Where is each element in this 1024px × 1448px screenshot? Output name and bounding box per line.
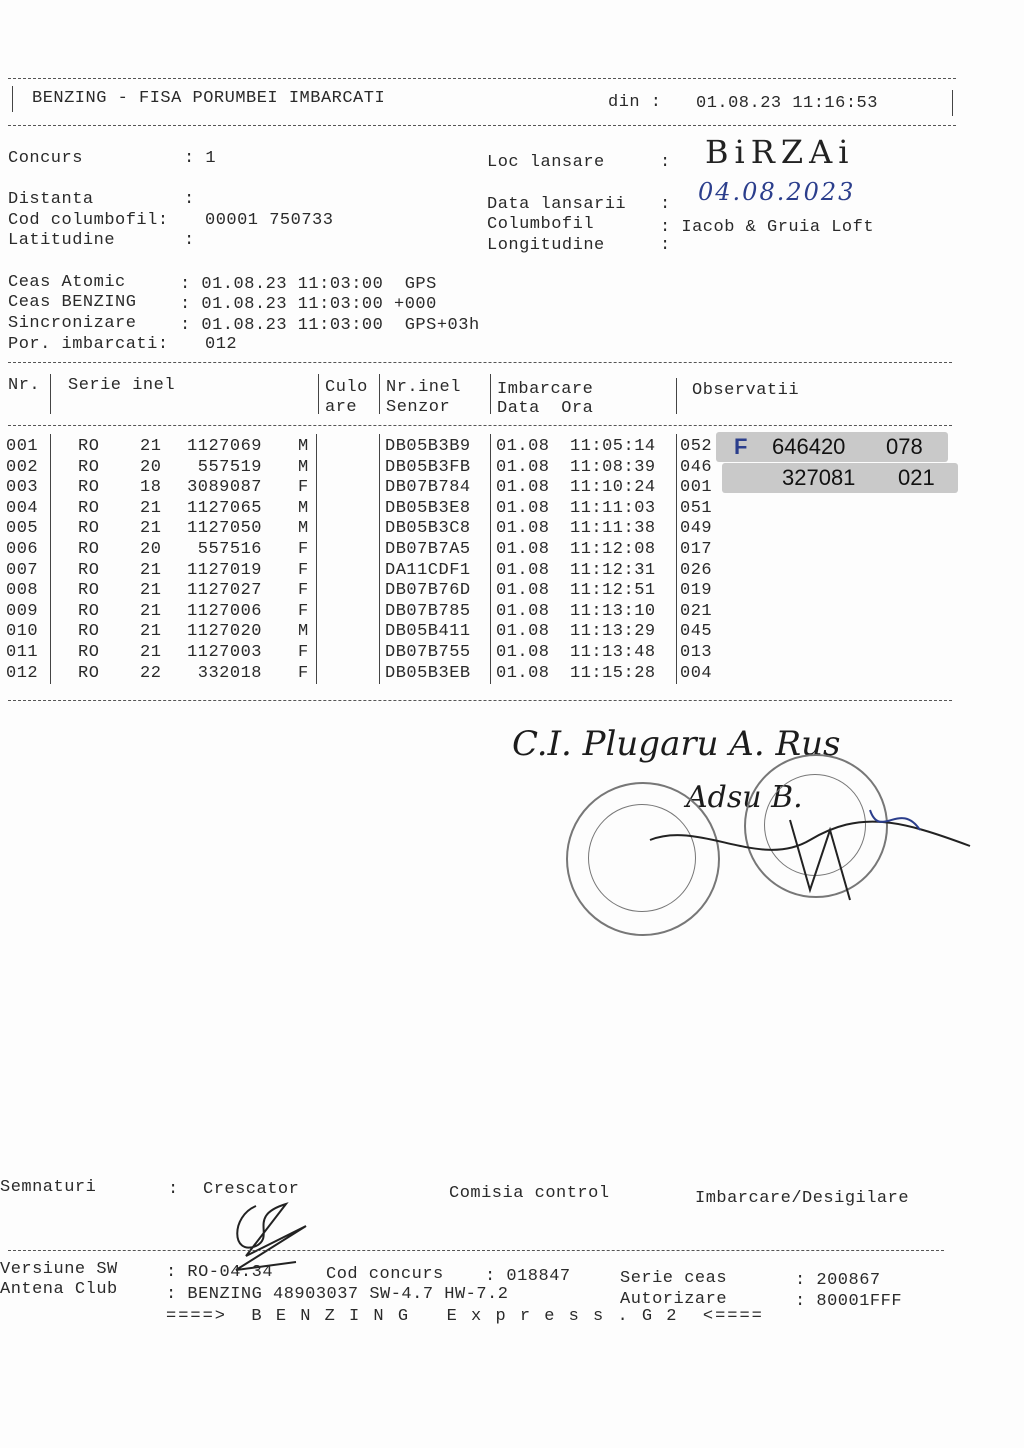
sticker-2-number: 327081: [782, 465, 856, 490]
row-nr: 010: [6, 622, 39, 642]
col-header-nrinel-1: Nr.inel: [386, 378, 461, 397]
row-country: RO: [78, 437, 100, 456]
row-sensor: DB07B784: [385, 478, 471, 498]
row-country: RO: [78, 478, 100, 498]
row-observation: 045: [680, 622, 713, 642]
row-sensor: DB05B411: [385, 622, 471, 642]
row-year: 21: [140, 643, 162, 662]
row-year: 20: [140, 540, 162, 559]
longitudine-label: Longitudine: [487, 236, 605, 255]
row-observation: 013: [680, 643, 713, 662]
row-year: 21: [140, 622, 162, 642]
ceas-atomic-label: Ceas Atomic: [8, 273, 126, 292]
table-row: [0, 581, 1024, 602]
row-sensor: DB07B755: [385, 643, 471, 662]
row-ring-number: 1127003: [187, 643, 262, 662]
row-time: 11:11:03: [570, 498, 656, 518]
table-row: [0, 664, 1024, 685]
ring-sticker-2: [722, 463, 958, 493]
col-header-nrinel-2: Senzor: [386, 398, 451, 417]
row-year: 21: [140, 601, 162, 621]
row-observation: 052: [680, 437, 713, 456]
row-ring-number: 1127050: [187, 519, 262, 539]
row-sensor: DB05B3E8: [385, 498, 471, 518]
row-sensor: DB05B3C8: [385, 519, 471, 539]
row-time: 11:12:08: [570, 540, 656, 559]
table-top-rule: [8, 362, 952, 363]
row-date: 01.08: [496, 622, 550, 642]
sticker-1-suffix: 078: [886, 434, 923, 459]
sticker-1-number: 646420: [772, 434, 846, 459]
distanta-label: Distanta: [8, 190, 94, 209]
table-bottom-rule: [8, 700, 952, 701]
row-date: 01.08: [496, 643, 550, 662]
row-country: RO: [78, 519, 100, 539]
antena-club-value: : BENZING 48903037 SW-4.7 HW-7.2: [166, 1285, 509, 1304]
col-header-serie: Serie inel: [68, 376, 176, 395]
header-right-bar: [952, 90, 953, 116]
sticker-1-prefix: F: [734, 434, 748, 459]
row-year: 21: [140, 560, 162, 580]
latitudine-label: Latitudine: [8, 231, 116, 250]
row-time: 11:15:28: [570, 663, 656, 683]
row-sex: F: [298, 643, 309, 662]
row-sex: F: [298, 663, 309, 683]
comisia-control-label: Comisia control: [449, 1184, 610, 1203]
table-row: [0, 622, 1024, 643]
commission-signature-line2: Adsu B.: [686, 780, 803, 815]
col-header-culoare-2: are: [325, 398, 358, 417]
table-header-rule: [8, 425, 952, 426]
row-sensor: DB05B3EB: [385, 663, 471, 683]
row-date: 01.08: [496, 457, 550, 477]
row-country: RO: [78, 663, 100, 683]
row-nr: 006: [6, 540, 39, 559]
header-left-bar: [12, 86, 13, 112]
row-time: 11:12:51: [570, 581, 656, 601]
serie-ceas-value: : 200867: [795, 1271, 881, 1290]
row-date: 01.08: [496, 601, 550, 621]
col-header-culoare-1: Culo: [325, 378, 368, 397]
document-title: BENZING - FISA PORUMBEI IMBARCATI: [32, 89, 386, 108]
din-timestamp: 01.08.23 11:16:53: [696, 94, 878, 113]
row-ring-number: 557516: [197, 540, 262, 559]
crescator-label: Crescator: [203, 1180, 300, 1199]
row-year: 21: [140, 437, 162, 456]
ceas-atomic-value: : 01.08.23 11:03:00 GPS: [180, 275, 437, 294]
cod-concurs-value: : 018847: [485, 1267, 571, 1286]
versiune-sw-value: : RO-04.34: [166, 1263, 274, 1282]
row-ring-number: 1127020: [187, 622, 262, 642]
row-observation: 004: [680, 663, 713, 683]
row-date: 01.08: [496, 560, 550, 580]
row-sex: M: [298, 437, 309, 456]
data-lansarii-handwritten: 04.08.2023: [698, 178, 856, 206]
table-row: [0, 643, 1024, 664]
row-sensor: DB07B7A5: [385, 540, 471, 559]
ceas-benzing-label: Ceas BENZING: [8, 293, 137, 312]
col-header-nr: Nr.: [8, 376, 41, 395]
row-date: 01.08: [496, 498, 550, 518]
data-lansarii-label: Data lansarii: [487, 195, 627, 214]
row-year: 21: [140, 498, 162, 518]
cod-columbofil-label: Cod columbofil:: [8, 211, 169, 230]
col-header-imbarcare-2: Data Ora: [497, 399, 594, 418]
row-sex: M: [298, 498, 309, 518]
row-country: RO: [78, 457, 100, 477]
row-observation: 021: [680, 601, 713, 621]
columbofil-value: : Iacob & Gruia Loft: [660, 218, 875, 237]
row-observation: 019: [680, 581, 713, 601]
col-divider-nrinel: [490, 374, 491, 414]
row-year: 22: [140, 663, 162, 683]
footer-top-rule: [8, 1250, 944, 1251]
row-date: 01.08: [496, 540, 550, 559]
row-date: 01.08: [496, 663, 550, 683]
row-year: 20: [140, 457, 162, 477]
sticker-2-suffix: 021: [898, 465, 935, 490]
body-divider-nrinel: [490, 434, 491, 684]
row-sensor: DB07B785: [385, 601, 471, 621]
row-observation: 026: [680, 560, 713, 580]
sincronizare-label: Sincronizare: [8, 314, 137, 333]
cod-concurs-label: Cod concurs: [326, 1265, 444, 1284]
row-ring-number: 1127069: [187, 437, 262, 456]
row-date: 01.08: [496, 478, 550, 498]
autorizare-label: Autorizare: [620, 1290, 728, 1309]
header-top-rule: [8, 78, 956, 79]
row-ring-number: 332018: [197, 663, 262, 683]
row-observation: 017: [680, 540, 713, 559]
row-ring-number: 557519: [197, 457, 262, 477]
loc-lansare-colon: :: [660, 153, 671, 172]
row-time: 11:12:31: [570, 560, 656, 580]
row-ring-number: 3089087: [187, 478, 262, 498]
table-row: [0, 499, 1024, 520]
row-sex: M: [298, 519, 309, 539]
distanta-value: :: [184, 190, 195, 209]
row-observation: 046: [680, 457, 713, 477]
antena-club-label: Antena Club: [0, 1280, 118, 1299]
row-sensor: DA11CDF1: [385, 560, 471, 580]
row-ring-number: 1127006: [187, 601, 262, 621]
data-lansarii-colon: :: [660, 195, 671, 214]
cod-columbofil-value: 00001 750733: [205, 211, 334, 230]
row-year: 21: [140, 519, 162, 539]
row-country: RO: [78, 581, 100, 601]
col-divider-serie: [318, 374, 319, 414]
row-sensor: DB05B3FB: [385, 457, 471, 477]
row-time: 11:13:29: [570, 622, 656, 642]
row-nr: 009: [6, 601, 39, 621]
row-nr: 007: [6, 560, 39, 580]
row-ring-number: 1127019: [187, 560, 262, 580]
row-nr: 004: [6, 498, 39, 518]
row-country: RO: [78, 498, 100, 518]
row-nr: 008: [6, 581, 39, 601]
row-nr: 002: [6, 457, 39, 477]
row-time: 11:05:14: [570, 437, 656, 456]
row-country: RO: [78, 560, 100, 580]
body-divider-imbarcare: [676, 434, 677, 684]
row-time: 11:08:39: [570, 457, 656, 477]
col-header-observatii: Observatii: [692, 381, 800, 400]
row-country: RO: [78, 540, 100, 559]
commission-signature-line1: C.I. Plugaru A. Rus: [512, 724, 841, 764]
body-divider-nr: [50, 434, 51, 684]
row-nr: 012: [6, 663, 39, 683]
row-observation: 001: [680, 478, 713, 498]
row-time: 11:13:10: [570, 601, 656, 621]
row-nr: 001: [6, 437, 39, 456]
signature-scribble-icon: [640, 780, 980, 940]
row-sensor: DB07B76D: [385, 581, 471, 601]
columbofil-label: Columbofil: [487, 215, 595, 234]
row-time: 11:11:38: [570, 519, 656, 539]
row-country: RO: [78, 601, 100, 621]
row-year: 18: [140, 478, 162, 498]
longitudine-colon: :: [660, 236, 671, 255]
row-observation: 051: [680, 498, 713, 518]
row-sex: F: [298, 581, 309, 601]
ceas-benzing-value: : 01.08.23 11:03:00 +000: [180, 295, 437, 314]
imbarcare-desigilare-label: Imbarcare/Desigilare: [695, 1189, 910, 1208]
serie-ceas-label: Serie ceas: [620, 1269, 728, 1288]
semnaturi-colon: :: [168, 1180, 179, 1199]
autorizare-value: : 80001FFF: [795, 1292, 903, 1311]
row-sex: F: [298, 601, 309, 621]
row-date: 01.08: [496, 519, 550, 539]
body-divider-culoare: [379, 434, 380, 684]
semnaturi-label: Semnaturi: [0, 1178, 97, 1197]
col-divider-nr: [50, 374, 51, 414]
row-observation: 049: [680, 519, 713, 539]
row-nr: 005: [6, 519, 39, 539]
row-country: RO: [78, 622, 100, 642]
concurs-label: Concurs: [8, 149, 83, 168]
loc-lansare-handwritten: BiRZAi: [705, 133, 855, 171]
col-divider-culoare: [379, 374, 380, 414]
row-sensor: DB05B3B9: [385, 437, 471, 456]
concurs-value: : 1: [184, 149, 217, 168]
row-sex: F: [298, 540, 309, 559]
benzing-express-banner: ====> B E N Z I N G E x p r e s s . G 2 <====: [166, 1307, 764, 1326]
header-bottom-rule: [8, 125, 956, 126]
row-sex: F: [298, 560, 309, 580]
latitudine-value: :: [184, 231, 195, 250]
table-row: [0, 540, 1024, 561]
ring-sticker-1: [716, 432, 948, 462]
col-divider-imbarcare: [676, 378, 677, 414]
sincronizare-value: : 01.08.23 11:03:00 GPS+03h: [180, 316, 480, 335]
row-sex: M: [298, 622, 309, 642]
row-time: 11:10:24: [570, 478, 656, 498]
row-sex: F: [298, 478, 309, 498]
table-row: [0, 561, 1024, 582]
row-nr: 011: [6, 643, 39, 662]
row-date: 01.08: [496, 437, 550, 456]
row-ring-number: 1127027: [187, 581, 262, 601]
versiune-sw-label: Versiune SW: [0, 1260, 118, 1279]
porumbei-imbarcati-label: Por. imbarcati:: [8, 335, 169, 354]
row-ring-number: 1127065: [187, 498, 262, 518]
row-year: 21: [140, 581, 162, 601]
table-row: [0, 519, 1024, 540]
row-country: RO: [78, 643, 100, 662]
din-label: din :: [608, 93, 662, 112]
table-row: [0, 602, 1024, 623]
loc-lansare-label: Loc lansare: [487, 153, 605, 172]
row-nr: 003: [6, 478, 39, 498]
row-time: 11:13:48: [570, 643, 656, 662]
body-divider-serie: [316, 434, 317, 684]
col-header-imbarcare-1: Imbarcare: [497, 380, 594, 399]
porumbei-imbarcati-value: 012: [205, 335, 238, 354]
row-sex: M: [298, 457, 309, 477]
row-date: 01.08: [496, 581, 550, 601]
